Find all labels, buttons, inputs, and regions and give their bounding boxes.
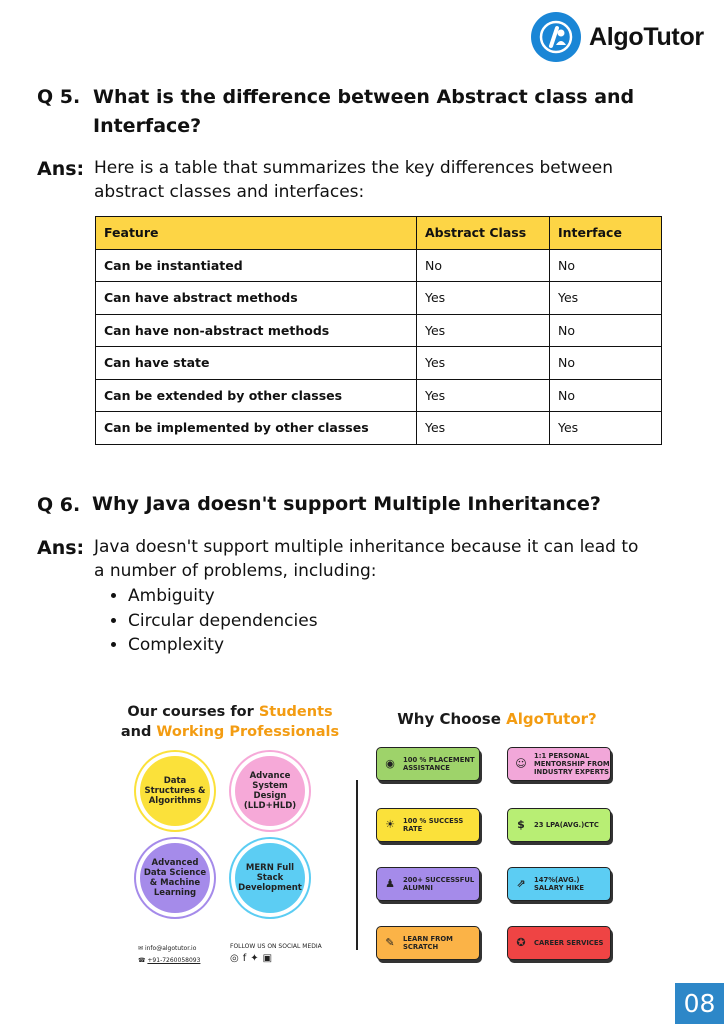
courses-title-part: and bbox=[120, 724, 157, 740]
mentorship-icon: ☺ bbox=[515, 757, 527, 770]
success-icon: ☀ bbox=[385, 818, 395, 831]
why-choose-title-highlight: AlgoTutor? bbox=[506, 710, 597, 728]
feature-label: 147%(AVG.) SALARY HIKE bbox=[534, 876, 585, 892]
why-choose-title-part: Why Choose bbox=[397, 710, 507, 728]
linkedin-icon[interactable]: ▣ bbox=[262, 953, 277, 964]
answer-5-label: Ans: bbox=[37, 158, 85, 180]
table-row bbox=[96, 347, 662, 380]
course-label: Advance System Design (LLD+HLD) bbox=[243, 771, 297, 811]
list-item: • Ambiguity bbox=[128, 584, 318, 609]
comparison-table bbox=[95, 216, 662, 445]
courses-title bbox=[110, 702, 350, 742]
table-cell: Can have state bbox=[96, 347, 417, 380]
list-item: • Circular dependencies bbox=[128, 609, 318, 634]
table-row bbox=[96, 379, 662, 412]
question-5-line-2: Interface? bbox=[93, 115, 202, 137]
brand-name: AlgoTutor bbox=[589, 22, 704, 51]
table-cell: Yes bbox=[417, 412, 550, 445]
feature-label: LEARN FROM SCRATCH bbox=[403, 935, 453, 951]
feature-alumni bbox=[376, 867, 480, 901]
course-mern[interactable] bbox=[235, 843, 305, 913]
table-row bbox=[96, 282, 662, 315]
salary-icon: $ bbox=[517, 818, 525, 831]
table-cell: Yes bbox=[550, 412, 662, 445]
contact-info bbox=[138, 943, 200, 967]
facebook-icon[interactable]: f bbox=[242, 953, 251, 964]
feature-label: CAREER SERVICES bbox=[534, 939, 604, 947]
question-5-text bbox=[93, 83, 634, 141]
twitter-icon[interactable]: ✦ bbox=[250, 953, 263, 964]
course-label: Advanced Data Science & Machine Learning bbox=[143, 858, 207, 898]
answer-5-line-2: abstract classes and interfaces: bbox=[94, 182, 365, 202]
table-cell: Can have abstract methods bbox=[96, 282, 417, 315]
answer-6-text bbox=[94, 535, 638, 583]
table-cell: Yes bbox=[417, 314, 550, 347]
answer-5-line-1: Here is a table that summarizes the key differences between bbox=[94, 158, 614, 178]
mail-icon: ✉ bbox=[138, 945, 144, 952]
table-row bbox=[96, 314, 662, 347]
table-cell: Can be implemented by other classes bbox=[96, 412, 417, 445]
table-header-cell: Abstract Class bbox=[417, 217, 550, 250]
answer-6-label: Ans: bbox=[37, 537, 85, 559]
brand-logo bbox=[531, 12, 704, 62]
question-5-line-1: What is the difference between Abstract class and bbox=[93, 86, 635, 108]
feature-salary-hike bbox=[507, 867, 611, 901]
email-text: info@algotutor.io bbox=[144, 945, 197, 952]
table-header-cell: Interface bbox=[550, 217, 662, 250]
social-section bbox=[230, 943, 322, 964]
answer-6-bullet-list bbox=[110, 584, 318, 658]
table-cell: Can have non-abstract methods bbox=[96, 314, 417, 347]
list-item: • Complexity bbox=[128, 633, 318, 658]
course-label: MERN Full Stack Development bbox=[238, 863, 302, 893]
course-label: Data Structures & Algorithms bbox=[144, 776, 206, 806]
question-6-text: Why Java doesn't support Multiple Inheritance? bbox=[92, 493, 601, 515]
table-cell: No bbox=[550, 314, 662, 347]
promo-divider bbox=[356, 780, 358, 950]
social-icons bbox=[230, 953, 322, 964]
answer-6-line-1: Java doesn't support multiple inheritance because it can lead to bbox=[94, 537, 639, 557]
feature-placement bbox=[376, 747, 480, 781]
alumni-icon: ♟ bbox=[385, 877, 395, 890]
feature-career-services bbox=[507, 926, 611, 960]
question-5-number: Q 5. bbox=[37, 86, 81, 108]
phone-line[interactable] bbox=[138, 955, 200, 967]
social-label: FOLLOW US ON SOCIAL MEDIA bbox=[230, 943, 322, 950]
hike-icon: ⇗ bbox=[516, 877, 526, 890]
table-row bbox=[96, 249, 662, 282]
algotutor-logo-icon bbox=[531, 12, 581, 62]
placement-icon: ◉ bbox=[385, 757, 395, 770]
question-6-number: Q 6. bbox=[37, 494, 81, 516]
feature-learn-scratch bbox=[376, 926, 480, 960]
table-row bbox=[96, 412, 662, 445]
career-icon: ✪ bbox=[516, 936, 526, 949]
table-cell: Yes bbox=[417, 379, 550, 412]
course-dsa[interactable] bbox=[140, 756, 210, 826]
table-cell: No bbox=[417, 249, 550, 282]
promo-banner bbox=[110, 688, 630, 978]
feature-label: 1:1 PERSONAL MENTORSHIP FROM INDUSTRY EXPERTS bbox=[534, 752, 610, 776]
instagram-icon[interactable]: ◎ bbox=[230, 953, 243, 964]
course-system-design[interactable] bbox=[235, 756, 305, 826]
courses-title-highlight: Students bbox=[258, 704, 333, 720]
email-line[interactable] bbox=[138, 943, 200, 955]
courses-title-part: Our courses for bbox=[127, 704, 259, 720]
phone-icon: ☎ bbox=[138, 957, 146, 964]
table-cell: No bbox=[550, 249, 662, 282]
phone-text: +91-7260058093 bbox=[147, 957, 201, 964]
feature-label: 100 % PLACEMENT ASSISTANCE bbox=[403, 756, 475, 772]
answer-5-text bbox=[94, 156, 613, 204]
table-cell: No bbox=[550, 347, 662, 380]
feature-mentorship bbox=[507, 747, 611, 781]
table-cell: Yes bbox=[417, 282, 550, 315]
why-choose-title bbox=[372, 710, 622, 728]
table-header-row bbox=[96, 217, 662, 250]
courses-title-highlight: Working Professionals bbox=[156, 724, 340, 740]
learn-icon: ✎ bbox=[385, 936, 395, 949]
table-cell: No bbox=[550, 379, 662, 412]
table-cell: Yes bbox=[417, 347, 550, 380]
table-header-cell: Feature bbox=[96, 217, 417, 250]
feature-label: 200+ SUCCESSFUL ALUMNI bbox=[403, 876, 475, 892]
answer-6-line-2: a number of problems, including: bbox=[94, 561, 377, 581]
feature-ctc bbox=[507, 808, 611, 842]
course-data-science[interactable] bbox=[140, 843, 210, 913]
page-number: 08 bbox=[675, 983, 724, 1024]
table-cell: Can be instantiated bbox=[96, 249, 417, 282]
table-cell: Can be extended by other classes bbox=[96, 379, 417, 412]
feature-label: 23 LPA(AVG.)CTC bbox=[534, 821, 599, 829]
feature-label: 100 % SUCCESS RATE bbox=[403, 817, 464, 833]
feature-success-rate bbox=[376, 808, 480, 842]
table-cell: Yes bbox=[550, 282, 662, 315]
